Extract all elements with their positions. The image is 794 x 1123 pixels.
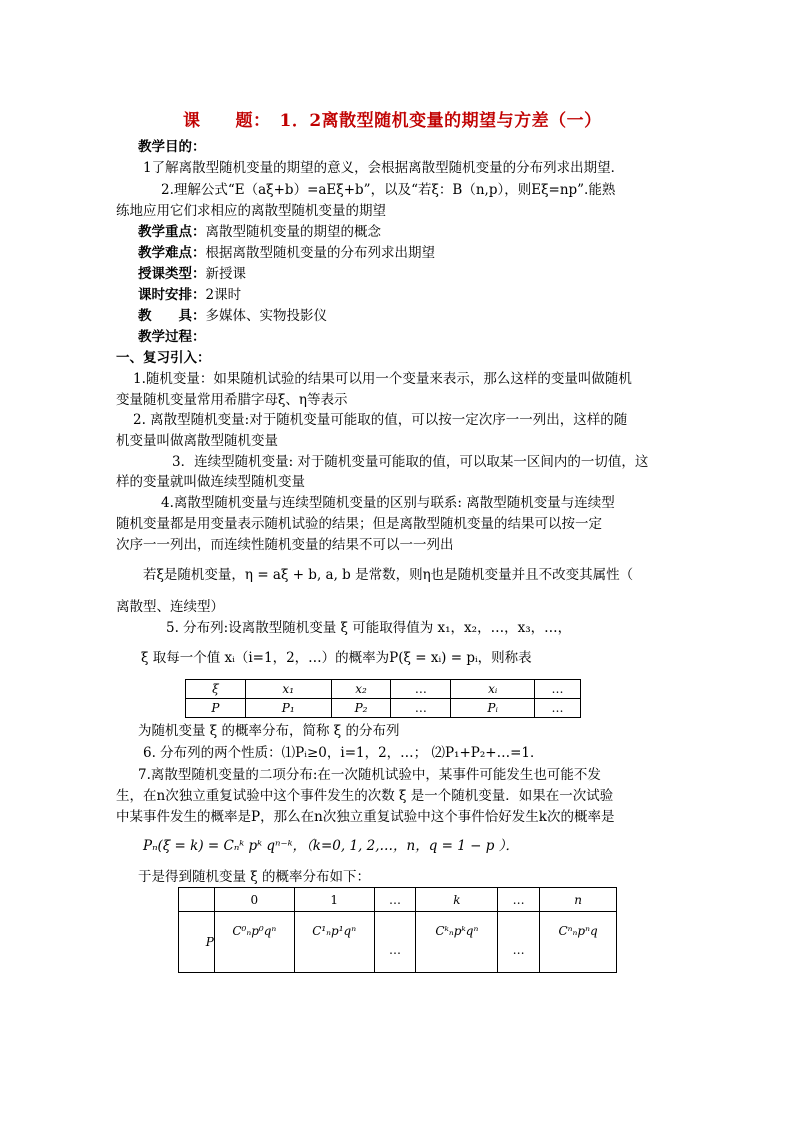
tools-row xyxy=(138,306,327,326)
table-cell: x₁ xyxy=(245,680,331,699)
paragraph-9-line3: 中某事件发生的概率是P，那么在n次独立重复试验中这个事件恰好发生k次的概率是 xyxy=(116,809,615,825)
table-cell: ξ xyxy=(186,680,246,699)
table-row xyxy=(179,912,617,973)
table-cell: … xyxy=(498,888,540,912)
paragraph-3-line2: 样的变量就叫做连续型随机变量 xyxy=(116,474,305,490)
lesson-type-text: 新授课 xyxy=(205,266,246,282)
table-cell: … xyxy=(535,680,581,699)
table-cell: … xyxy=(374,912,416,973)
paragraph-4-line1: 4.离散型随机变量与连续型随机变量的区别与联系: 离散型随机变量与连续型 xyxy=(161,495,615,511)
objectives-heading: 教学目的： xyxy=(138,139,206,155)
paragraph-1-line1: 1.随机变量：如果随机试验的结果可以用一个变量来表示，那么这样的变量叫做随机 xyxy=(133,371,632,387)
paragraph-9-line1: 7.离散型随机变量的二项分布:在一次随机试验中，某事件可能发生也可能不发 xyxy=(138,767,601,783)
distribution-table xyxy=(185,679,581,718)
table-cell: … xyxy=(391,680,451,699)
table-cell xyxy=(179,888,215,912)
paragraph-4-line2: 随机变量都是用变量表示随机试验的结果；但是离散型随机变量的结果可以按一定 xyxy=(116,516,602,532)
paragraph-6-line1: 5. 分布列:设离散型随机变量 ξ 可能取得值为 x₁，x₂，…，x₃，…， xyxy=(166,620,572,636)
table-cell: … xyxy=(374,888,416,912)
table-cell: xᵢ xyxy=(451,680,535,699)
table-cell: P₁ xyxy=(245,699,331,718)
table-cell: … xyxy=(498,912,540,973)
table-cell: P xyxy=(179,912,215,973)
key-point-text: 离散型随机变量的期望的概念 xyxy=(205,224,381,240)
objective-1: 1了解离散型随机变量的期望的意义，会根据离散型随机变量的分布列求出期望． xyxy=(143,160,625,176)
table-cell: … xyxy=(391,699,451,718)
table-cell: P xyxy=(186,699,246,718)
table-cell: C⁰ₙp⁰qⁿ xyxy=(214,912,294,973)
hours-text: 2课时 xyxy=(205,287,242,303)
paragraph-2-line2: 机变量叫做离散型随机变量 xyxy=(116,433,278,449)
hours-label: 课时安排： xyxy=(138,287,206,303)
table-row xyxy=(186,699,581,718)
paragraph-7: 为随机变量 ξ 的概率分布，简称 ξ 的分布列 xyxy=(138,723,400,739)
key-point-row xyxy=(138,222,381,242)
binomial-table xyxy=(178,887,617,973)
binomial-formula: Pₙ(ξ = k) = Cₙᵏ pᵏ qⁿ⁻ᵏ，（k=0, 1, 2,…，n，q = 1 − p ）． xyxy=(143,838,519,854)
difficulty-row xyxy=(138,243,435,263)
paragraph-5-line1: 若ξ是随机变量，η = aξ + b, a, b 是常数，则η也是随机变量并且不改变其属性（ xyxy=(143,567,634,583)
table-cell: Cᵏₙpᵏqⁿ xyxy=(416,912,498,973)
table-cell: 0 xyxy=(214,888,294,912)
key-point-label: 教学重点： xyxy=(138,224,206,240)
objective-2-line2: 练地应用它们求相应的离散型随机变量的期望 xyxy=(116,203,386,219)
table-cell: Pᵢ xyxy=(451,699,535,718)
paragraph-8: 6. 分布列的两个性质：⑴Pᵢ≥0，i=1，2，…； ⑵P₁+P₂+…=1． xyxy=(143,745,544,761)
table-cell: 1 xyxy=(294,888,374,912)
paragraph-9-line2: 生，在n次独立重复试验中这个事件发生的次数 ξ 是一个随机变量．如果在一次试验 xyxy=(116,788,614,804)
table-cell: n xyxy=(540,888,617,912)
table-row xyxy=(186,680,581,699)
paragraph-3-line1: 3．连续型随机变量: 对于随机变量可能取的值，可以取某一区间内的一切值，这 xyxy=(172,454,649,470)
table-row xyxy=(179,888,617,912)
difficulty-label: 教学难点： xyxy=(138,245,206,261)
paragraph-10: 于是得到随机变量 ξ 的概率分布如下： xyxy=(138,869,371,885)
paragraph-2-line1: 2. 离散型随机变量:对于随机变量可能取的值，可以按一定次序一一列出，这样的随 xyxy=(133,412,628,428)
table-cell: k xyxy=(416,888,498,912)
table-cell: … xyxy=(535,699,581,718)
paragraph-4-line3: 次序一一列出，而连续性随机变量的结果不可以一一列出 xyxy=(116,537,454,553)
page-title: 课 题： 1．2离散型随机变量的期望与方差（一） xyxy=(183,111,602,131)
table-cell: P₂ xyxy=(331,699,391,718)
difficulty-text: 根据离散型随机变量的分布列求出期望 xyxy=(205,245,435,261)
table-cell: x₂ xyxy=(331,680,391,699)
table-cell: Cⁿₙpⁿq xyxy=(540,912,617,973)
lesson-type-row xyxy=(138,264,246,284)
tools-label: 教 具： xyxy=(138,308,206,324)
objective-2-line1: 2.理解公式“E（aξ+b）=aEξ+b”，以及“若ξ：B（n,p），则Eξ=np”.能熟 xyxy=(161,182,616,198)
process-heading: 教学过程： xyxy=(138,329,206,345)
paragraph-1-line2: 变量随机变量常用希腊字母ξ、η等表示 xyxy=(116,392,348,408)
review-heading: 一、复习引入： xyxy=(116,350,211,366)
hours-row xyxy=(138,285,241,305)
lesson-type-label: 授课类型： xyxy=(138,266,206,282)
paragraph-5-line2: 离散型、连续型） xyxy=(116,599,224,615)
tools-text: 多媒体、实物投影仪 xyxy=(205,308,327,324)
table-cell: C¹ₙp¹qⁿ xyxy=(294,912,374,973)
paragraph-6-line2: ξ 取每一个值 xᵢ（i=1，2，…）的概率为P(ξ = xᵢ) = pᵢ，则称表 xyxy=(141,650,532,666)
